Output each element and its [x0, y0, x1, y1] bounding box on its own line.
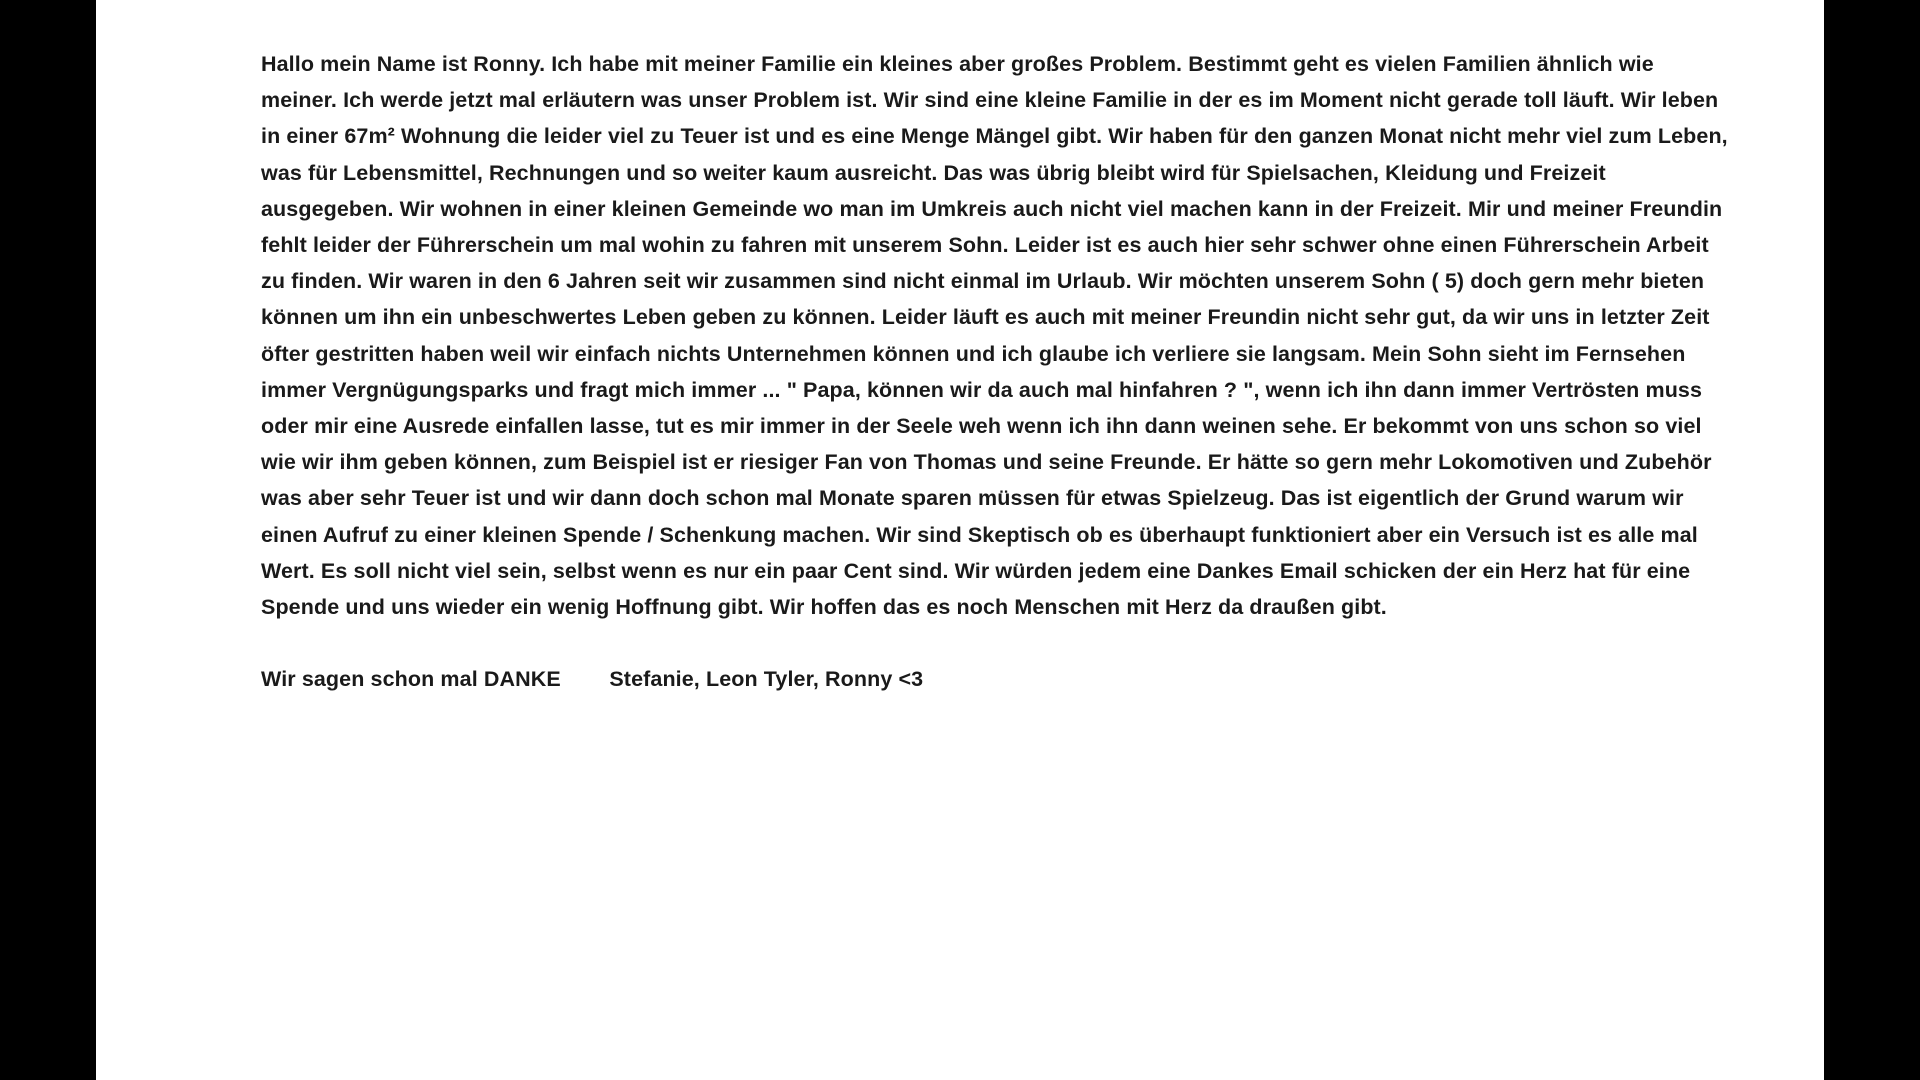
letter-closing-line: Wir sagen schon mal DANKE Stefanie, Leon Tyler, Ronny <3 [261, 667, 924, 692]
letterbox-left [0, 0, 96, 1080]
document-text-block [261, 46, 1729, 719]
letterbox-right [1824, 0, 1920, 1080]
document-page [96, 0, 1824, 1080]
letter-body-paragraph: Hallo mein Name ist Ronny. Ich habe mit meiner Familie ein kleines aber großes Problem. Bestimmt geht es vielen Familien ähnlich wie meiner. Ich werde jetzt mal erläutern was unser Problem ist. Wir sind eine kleine Familie in der es im Moment nicht gerade toll läuft. Wir leben in einer 67m² Wohnung die leider viel zu Teuer ist und es eine Menge Mängel gibt. Wir haben für den ganzen Monat nicht mehr viel zum Leben, was für Lebensmittel, Rechnungen und so weiter kaum ausreicht. Das was übrig bleibt wird für Spielsachen, Kleidung und Freizeit ausgegeben. Wir wohnen in einer kleinen Gemeinde wo man im Umkreis auch nicht viel machen kann in der Freizeit. Mir und meiner Freundin fehlt leider der Führerschein um mal wohin zu fahren mit unserem Sohn. Leider ist es auch hier sehr schwer ohne einen Führerschein Arbeit zu finden. Wir waren in den 6 Jahren seit wir zusammen sind nicht einmal im Urlaub. Wir möchten unserem Sohn ( 5) doch gern mehr bieten können um ihn ein unbeschwertes Leben geben zu können. Leider läuft es auch mit meiner Freundin nicht sehr gut, da wir uns in letzter Zeit öfter gestritten haben weil wir einfach nichts Unternehmen können und ich glaube ich verliere sie langsam. Mein Sohn sieht im Fernsehen immer Vergnügungsparks und fragt mich immer ... " Papa, können wir da auch mal hinfahren ? ", wenn ich ihn dann immer Vertrösten muss oder mir eine Ausrede einfallen lasse, tut es mir immer in der Seele weh wenn ich ihn dann weinen sehe. Er bekommt von uns schon so viel wie wir ihm geben können, zum Beispiel ist er riesiger Fan von Thomas und seine Freunde. Er hätte so gern mehr Lokomotiven und Zubehör was aber sehr Teuer ist und wir dann doch schon mal Monate sparen müssen für etwas Spielzeug. Das ist eigentlich der Grund warum wir einen Aufruf zu einer kleinen Spende / Schenkung machen. Wir sind Skeptisch ob es überhaupt funktioniert aber ein Versuch ist es alle mal Wert. Es soll nicht viel sein, selbst wenn es nur ein paar Cent sind. Wir würden jedem eine Dankes Email schicken der ein Herz hat für eine Spende und uns wieder ein wenig Hoffnung gibt. Wir hoffen das es noch Menschen mit Herz da draußen gibt. [261, 52, 1728, 620]
